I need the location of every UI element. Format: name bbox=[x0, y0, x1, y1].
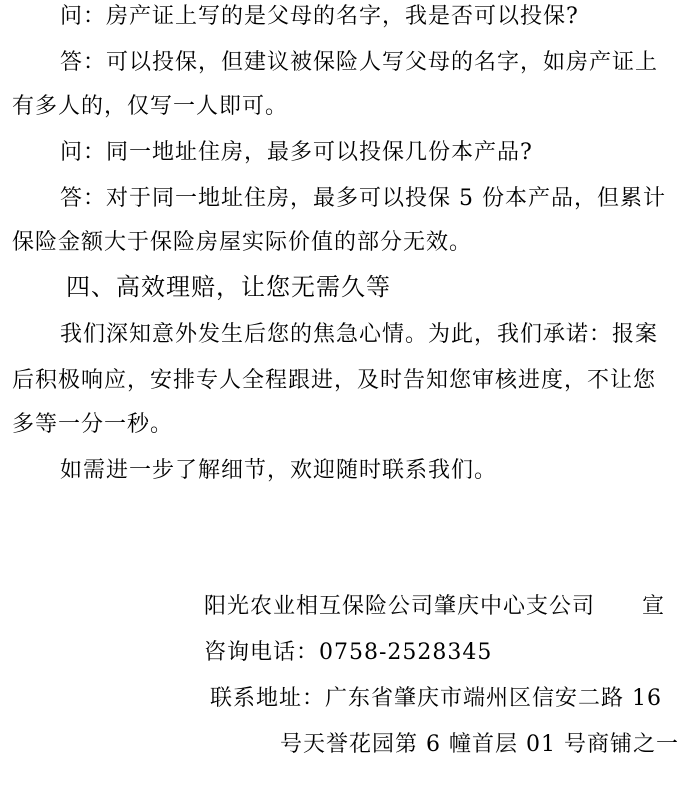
faq-question-2: 问：同一地址住房，最多可以投保几份本产品? bbox=[60, 140, 533, 165]
claims-paragraph-line-1: 我们深知意外发生后您的焦急心情。为此，我们承诺：报案 bbox=[60, 322, 659, 347]
faq-answer-2-line-1: 答：对于同一地址住房，最多可以投保 5 份本产品，但累计 bbox=[60, 186, 666, 211]
signature-address-line-2: 号天誉花园第 6 幢首层 01 号商铺之一 bbox=[280, 732, 679, 757]
signature-company: 阳光农业相互保险公司肇庆中心支公司 bbox=[204, 594, 596, 619]
claims-paragraph-line-3: 多等一分一秒。 bbox=[12, 412, 174, 437]
faq-answer-1-line-1: 答：可以投保，但建议被保险人写父母的名字，如房产证上 bbox=[60, 50, 659, 75]
section-heading-claims: 四、高效理赔，让您无需久等 bbox=[66, 273, 391, 301]
closing-line: 如需进一步了解细节，欢迎随时联系我们。 bbox=[60, 458, 498, 483]
signature-suffix: 宣 bbox=[642, 594, 666, 619]
signature-address-line-1: 联系地址：广东省肇庆市端州区信安二路 16 bbox=[210, 686, 662, 711]
claims-paragraph-line-2: 后积极响应，安排专人全程跟进，及时告知您审核进度，不让您 bbox=[12, 368, 657, 393]
faq-answer-2-line-2: 保险金额大于保险房屋实际价值的部分无效。 bbox=[12, 230, 473, 255]
signature-phone: 咨询电话：0758-2528345 bbox=[204, 640, 493, 665]
faq-question-1: 问：房产证上写的是父母的名字，我是否可以投保? bbox=[60, 4, 579, 29]
faq-answer-1-line-2: 有多人的，仅写一人即可。 bbox=[12, 94, 289, 119]
